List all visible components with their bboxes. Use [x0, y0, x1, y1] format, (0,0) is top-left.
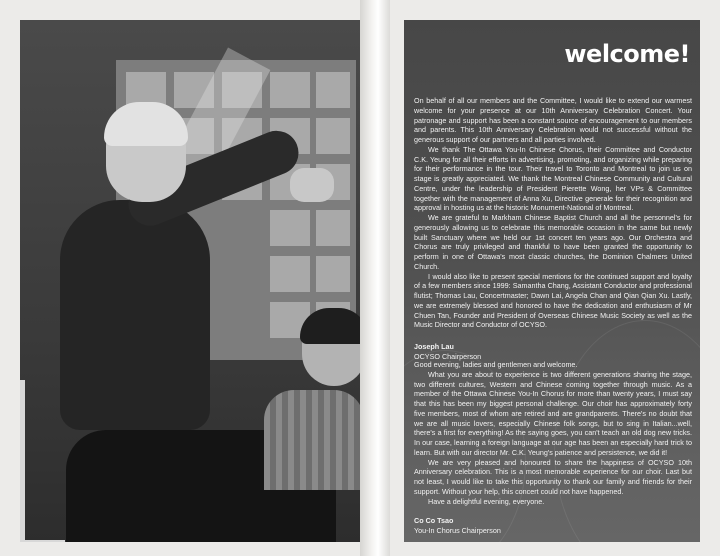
letter-paragraph: On behalf of all our members and the Committee, I would like to extend our warmest welcome for your presence at our 10th Anniversary Celebration Concert. Your patronage and support has been a constant source of encouragement to our members and parents. This 10th Anniversary Celebration would not successful without the generous support of our partners and all parties involved.: [414, 96, 692, 144]
chorus-letter: [414, 360, 692, 536]
letter-paragraph: Have a delightful evening, everyone.: [428, 496, 545, 506]
signature-role: OCYSO Chairperson: [414, 351, 482, 361]
page-spine: [360, 0, 390, 556]
letter-paragraph: We are very pleased and honoured to share the happiness of OCYSO 10th Anniversary celebration. This is a most memorable experience for our choir. Last but not least, I would like to take this opportunity to thank our family and friends for their support. Without your help, this concert could not have happened.: [414, 457, 692, 496]
welcome-page: [404, 20, 700, 542]
letter-paragraph: We are grateful to Markham Chinese Baptist Church and all the personnel's for generously allowing us to celebrate this memorable occasion in the same but newly built Sanctuary where we held our 1st concert ten years ago. Our Orchestra and Chorus are truly privileged and thankful to have been granted the opportunity to perform in one of Ottawa's most classic churches, the Dominion Chalmers United Church.: [414, 213, 692, 271]
signature-block: [414, 516, 692, 536]
signature-name: Co Co Tsao: [414, 516, 454, 526]
signature-block: [414, 342, 692, 362]
signature-name: Joseph Lau: [414, 342, 454, 351]
letter-paragraph: We thank The Ottawa You-In Chinese Chorus, their Committee and Conductor C.K. Yeung for all their efforts in advertising, promoting, and organizing while preparing for their performance in the tour. Their travel to Toronto and Montreal to join us on stage is greatly appreciated. We thank the Montreal Chinese Community and Cultural Centre, under the leadership of President Pierette Wong, her VPs & Committee together with the management of Anna Xu, Directive generale for their recognition and approval in hosting us at the historic Monument-National of Montreal.: [414, 144, 692, 213]
signature-role: You-In Chorus Chairperson: [414, 526, 501, 535]
page-title: welcome!: [564, 40, 690, 68]
chairperson-letter: [414, 96, 692, 362]
letter-paragraph: I would also like to present special mentions for the continued support and loyalty of a few members since 1999: Samantha Chang, Assistant Conductor and professional flutist; Thomas Lau, Concertmaster; Dawn Lai, Angela Chan and Qian Qian Xu. Lastly, we are extremely blessed and honored to have the dedication and enthusiasm of Mr Chuen Tan, Founder and President of Overseas Chinese Music Society as well as the Music Director and Conductor of OCYSO.: [414, 271, 692, 330]
musician-figure: [264, 390, 364, 490]
photo-chair: [20, 380, 65, 542]
conductor-figure: [60, 200, 210, 430]
conductor-hand: [290, 168, 334, 202]
letter-paragraph: Good evening, ladies and gentlemen and welcome.: [414, 360, 578, 369]
letter-paragraph: What you are about to experience is two different generations sharing the stage, two different cultures, Western and Chinese coming together through music. As a member of the Ottawa Chinese You-In Chorus for more than twenty years, I must say that this has been my biggest personal challenge. Our choir has approximately forty five members, most of whom are retired and are grandparents. There's no doubt that we are all music lovers, especially Chinese folk songs, but to sing in Italian...well, there's a first for everything! As the saying goes, you can't teach an old dog new tricks. In our case, learning a foreign language at our age has been an especially hard trick to learn. But with our director Mr. C.K. Yeung's patience and persistence, we did it!: [414, 369, 692, 457]
conductor-photo: [20, 20, 364, 542]
